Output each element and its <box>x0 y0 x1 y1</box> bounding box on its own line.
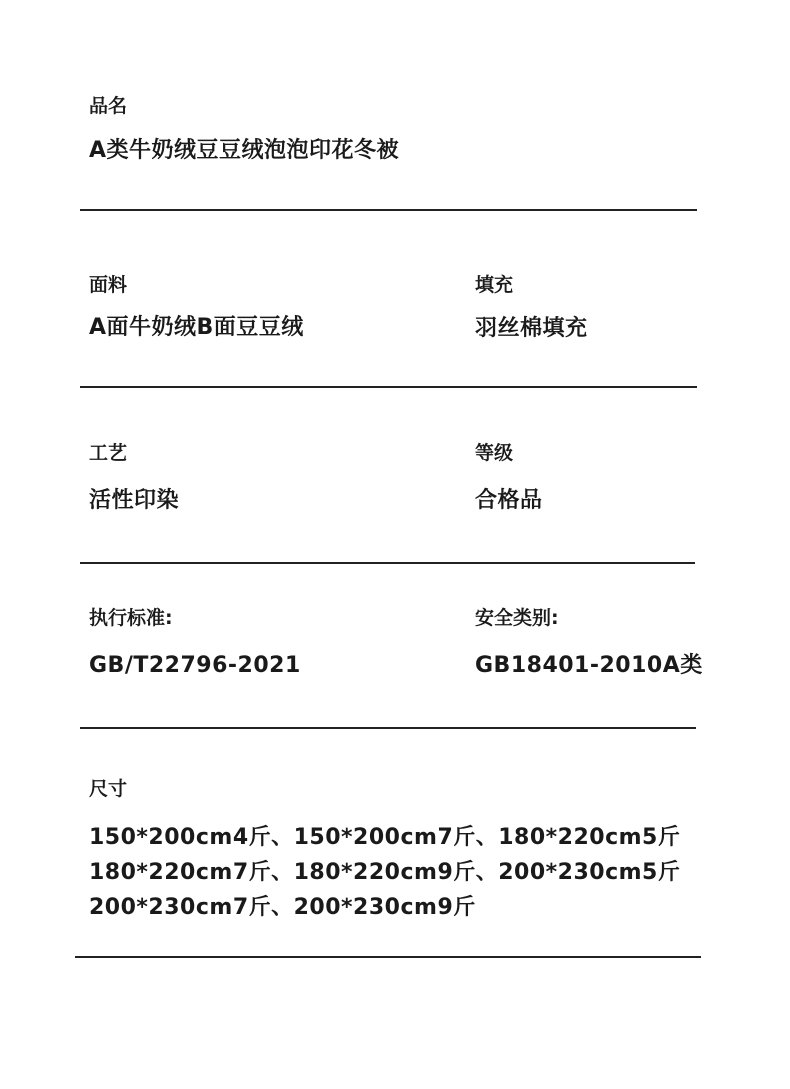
craft-label: 工艺 <box>89 442 128 464</box>
grade-label: 等级 <box>475 442 514 464</box>
filling-label: 填充 <box>475 274 514 296</box>
grade-value: 合格品 <box>475 488 543 513</box>
product-name-label: 品名 <box>89 95 128 117</box>
filling-value: 羽丝棉填充 <box>475 316 588 341</box>
size-line-1: 150*200cm4斤、150*200cm7斤、180*220cm5斤 <box>89 825 681 850</box>
fabric-label: 面料 <box>89 274 128 296</box>
divider-4 <box>80 727 696 729</box>
divider-3 <box>80 562 695 564</box>
divider-5 <box>75 956 701 958</box>
fabric-value: A面牛奶绒B面豆豆绒 <box>89 315 304 340</box>
size-line-2: 180*220cm7斤、180*220cm9斤、200*230cm5斤 <box>89 860 681 885</box>
size-list <box>89 820 680 925</box>
standard-label: 执行标准: <box>89 607 173 629</box>
size-line-3: 200*230cm7斤、200*230cm9斤 <box>89 895 476 920</box>
safety-value: GB18401-2010A类 <box>475 653 703 678</box>
size-label: 尺寸 <box>89 778 128 800</box>
divider-2 <box>80 386 697 388</box>
product-name-value: A类牛奶绒豆豆绒泡泡印花冬被 <box>89 138 400 163</box>
standard-value: GB/T22796-2021 <box>89 653 301 678</box>
craft-value: 活性印染 <box>89 488 180 513</box>
safety-label: 安全类别: <box>475 607 559 629</box>
divider-1 <box>80 209 697 211</box>
